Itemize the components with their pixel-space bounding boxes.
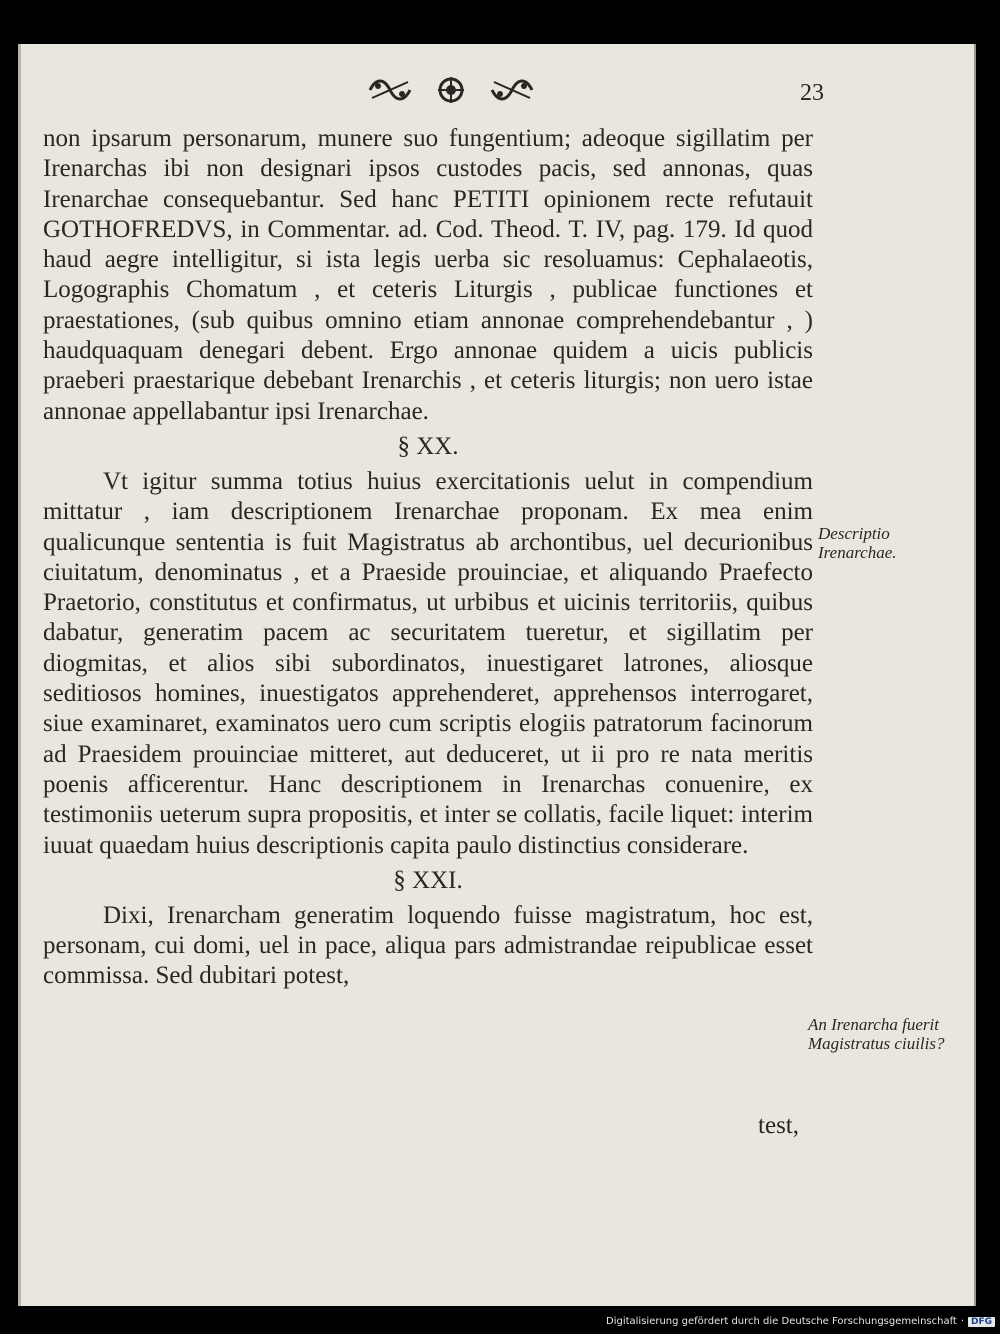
book-page	[18, 44, 976, 1306]
header-ornament	[366, 74, 536, 106]
section-heading: § XX.	[397, 432, 459, 460]
page-header	[21, 74, 974, 108]
paragraph: non ipsarum personarum, munere suo fungentium; adeoque sigillatim per Irenarchas ibi non designari ipsos custodes pacis, sed annonas, quas Irenarchae consequebantur. Sed hanc PETITI opinionem recte refutauit GOTHOFREDVS, in Commentar. ad. Cod. Theod. T. IV, pag. 179. Id quod haud aegre intelligitur, si ista legis uerba sic resoluamus: Cephalaeotis, Logographis Chomatum , et ceteris Liturgis , publicae functiones et praestationes, (sub quibus omnino etiam annonae comprehendebantur , ) haudquaquam denegari debent. Ergo annonae quidem a uicis publicis praeberi praestarique debebant Irenarchis , et ceteris liturgis; non uero istae annonae appellabantur ipsi Irenarchae.	[43, 125, 813, 425]
marginal-note: An Irenarcha fuerit Magistratus ciuilis?	[808, 1015, 945, 1053]
page-number: 23	[800, 80, 824, 106]
main-text	[43, 124, 813, 992]
section-heading: § XXI.	[393, 866, 463, 894]
catchword: test,	[758, 1112, 799, 1139]
paragraph: Dixi, Irenarcham generatim loquendo fuisse magistratum, hoc est, personam, cui domi, uel in pace, aliqua pars admistrandae reipublicae esset commissa. Sed dubitari potest,	[43, 901, 813, 990]
floral-ornament-icon	[366, 76, 414, 104]
floral-ornament-icon	[488, 76, 536, 104]
credit-text: Digitalisierung gefördert durch die Deutsche Forschungsgemeinschaft	[606, 1316, 957, 1327]
rosette-ornament-icon	[427, 76, 475, 104]
dfg-logo-icon: DFG	[968, 1317, 995, 1327]
marginal-note: Descriptio Irenarchae.	[818, 524, 897, 562]
paragraph: Vt igitur summa totius huius exercitationis uelut in compendium mittatur , iam descriptionem Irenarchae proponam. Ex mea enim qualicunque sententia is fuit Magistratus ab archontibus, uel decurionibus ciuitatum, denominatus , et a Praeside prouinciae, et aliquando Praefecto Praetorio, constitutus et confirmatus, ut urbibus et uicinis territoriis, quibus dabatur, generatim pacem ac securitatem tueretur, et sigillatim per diogmitas, et alios sibi subordinatos, inuestigaret latrones, aliosque seditiosos homines, inuestigatos apprehenderet, apprehensos interrogaret, siue examinaret, examinatos uero cum scriptis elogiis patratorum facinorum ad Praesidem prouinciae mitteret, aut deduceret, ut ii pro re nata meritis poenis afficerentur. Hanc descriptionem in Irenarchas conuenire, ex testimoniis ueterum supra propositis, et inter se collatis, facile liquet: interim iuuat quaedam huius descriptionis capita paulo distinctius considerare.	[43, 467, 813, 859]
separator: ·	[960, 1316, 965, 1327]
digitization-credit	[606, 1316, 995, 1327]
